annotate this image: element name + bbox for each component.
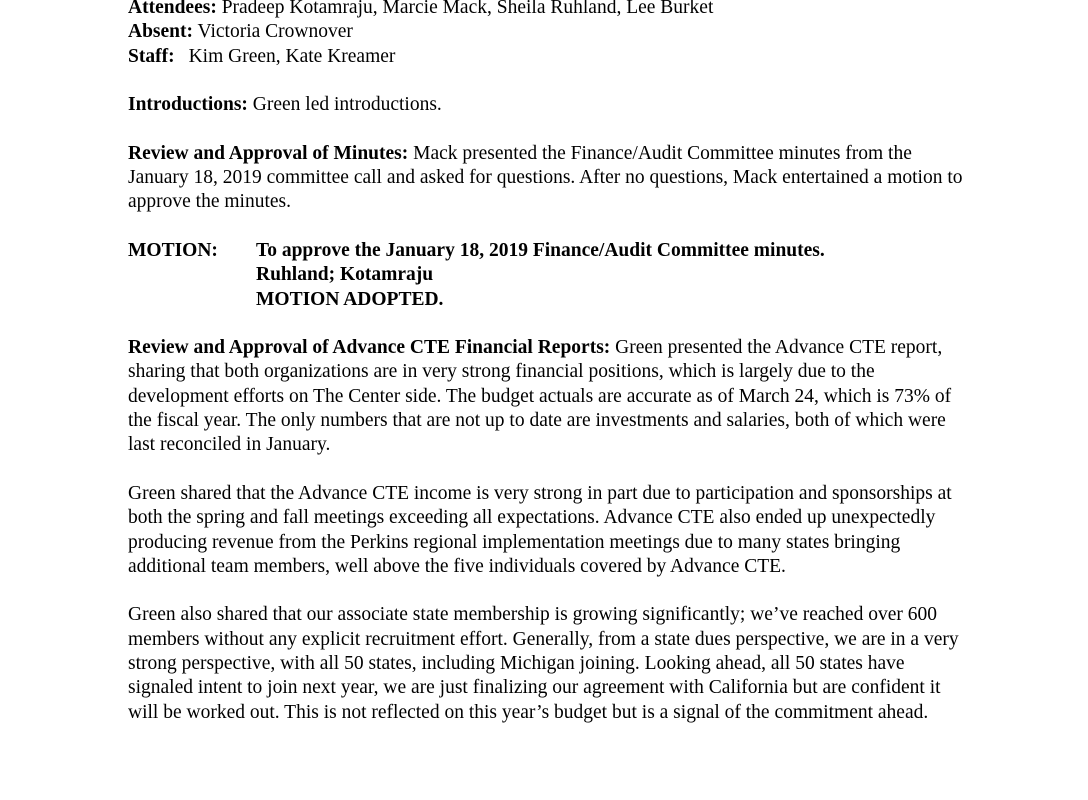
motion-block	[128, 239, 973, 312]
attendees-line	[128, 0, 973, 20]
absent-line	[128, 20, 973, 44]
financial-review-text: Green presented the Advance CTE report, sharing that both organizations are in very strong financial positions, which is largely due to the development efforts on The Center side. The budget actuals are accurate as of March 24, which is 73% of the fiscal year. The only numbers that are not up to date are investments and salaries, both of which were last reconciled in January.	[128, 337, 952, 456]
absent-label: Absent:	[128, 21, 194, 43]
income-paragraph: Green shared that the Advance CTE income is very strong in part due to participation and sponsorships at both the spring and fall meetings exceeding all expectations. Advance CTE also ended up unexpectedly producing revenue from the Perkins regional implementation meetings due to many states bringing additional team members, well above the five individuals covered by Advance CTE.	[128, 482, 952, 577]
motion-text: To approve the January 18, 2019 Finance/Audit Committee minutes.	[256, 239, 825, 261]
minutes-document	[128, 0, 973, 725]
membership-paragraph: Green also shared that our associate state membership is growing significantly; we’ve reached over 600 members without any explicit recruitment effort. Generally, from a state dues perspective, we are in a very strong perspective, with all 50 states, including Michigan joining. Looking ahead, all 50 states have signaled intent to join next year, we are just finalizing our agreement with California but are confident it will be worked out. This is not reflected on this year’s budget but is a signal of the commitment ahead.	[128, 604, 959, 723]
motion-label: MOTION:	[128, 239, 218, 261]
motion-movers: Ruhland; Kotamraju	[256, 264, 434, 286]
motion-body	[256, 239, 825, 312]
introductions-paragraph	[128, 93, 973, 117]
introductions-label: Introductions:	[128, 94, 248, 116]
motion-result: MOTION ADOPTED.	[256, 288, 444, 310]
minutes-review-paragraph	[128, 142, 973, 215]
financial-review-paragraph	[128, 336, 973, 457]
attendees-names: Pradeep Kotamraju, Marcie Mack, Sheila Ruhland, Lee Burket	[221, 0, 714, 18]
absent-names: Victoria Crownover	[197, 21, 353, 43]
financial-review-label: Review and Approval of Advance CTE Financial Reports:	[128, 337, 611, 359]
attendees-label: Attendees:	[128, 0, 217, 18]
minutes-review-text: Mack presented the Finance/Audit Committee minutes from the January 18, 2019 committee call and asked for questions. After no questions, Mack entertained a motion to approve the minutes.	[128, 142, 963, 213]
minutes-review-label: Review and Approval of Minutes:	[128, 142, 409, 164]
introductions-text: Green led introductions.	[252, 94, 442, 116]
staff-line	[128, 45, 973, 69]
staff-names: Kim Green, Kate Kreamer	[188, 45, 396, 67]
staff-label: Staff:	[128, 45, 175, 67]
